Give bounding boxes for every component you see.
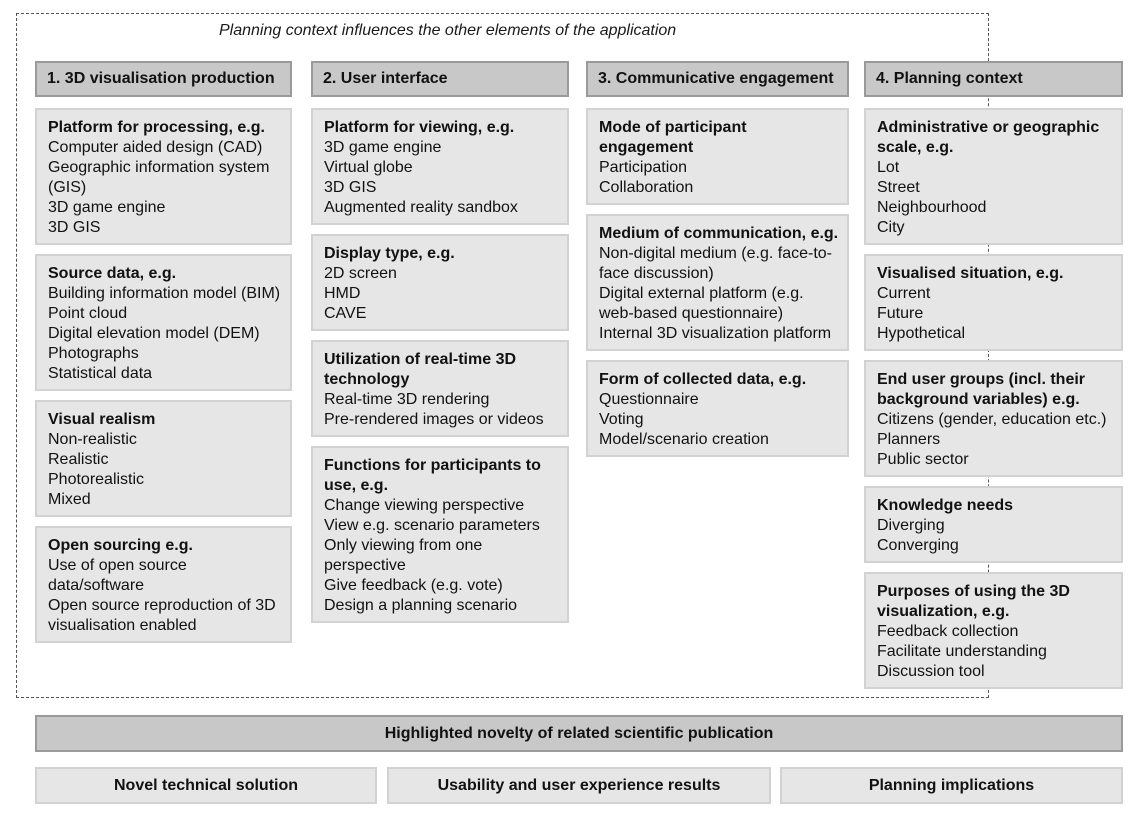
category-box [311, 340, 569, 437]
category-title: Purposes of using the 3D visualization, e.g. [877, 583, 1070, 620]
category-title: Platform for viewing, e.g. [324, 119, 515, 136]
category-item: Discussion tool [877, 663, 985, 680]
category-item: Building information model (BIM) [48, 285, 281, 302]
category-item: Non-digital medium (e.g. face-to-face discussion) [599, 245, 832, 282]
category-item: 3D GIS [48, 219, 101, 236]
category-box [311, 446, 569, 623]
category-item: Digital elevation model (DEM) [48, 325, 260, 342]
category-item: 3D GIS [324, 179, 377, 196]
category-item: Real-time 3D rendering [324, 391, 490, 408]
category-item: Give feedback (e.g. vote) [324, 577, 503, 594]
category-box [311, 108, 569, 225]
category-box [864, 254, 1123, 351]
category-item: Open source reproduction of 3D visualisation enabled [48, 597, 276, 634]
category-box [586, 360, 849, 457]
category-item: Facilitate understanding [877, 643, 1047, 660]
category-item: City [877, 219, 905, 236]
category-title: Medium of communication, e.g. [599, 225, 839, 242]
novelty-item-technical: Novel technical solution [35, 767, 377, 804]
category-item: Citizens (gender, education etc.) [877, 411, 1107, 428]
category-title: Source data, e.g. [48, 265, 177, 282]
category-item: Photographs [48, 345, 139, 362]
column-planning-context [864, 108, 1123, 698]
category-item: Planners [877, 431, 941, 448]
category-item: Statistical data [48, 365, 153, 382]
category-item: Use of open source data/software [48, 557, 187, 594]
category-box [586, 214, 849, 351]
category-item: Participation [599, 159, 688, 176]
category-item: Augmented reality sandbox [324, 199, 518, 216]
category-item: Neighbourhood [877, 199, 987, 216]
category-title: Visualised situation, e.g. [877, 265, 1064, 282]
category-item: Questionnaire [599, 391, 699, 408]
category-item: Street [877, 179, 920, 196]
category-title: Knowledge needs [877, 497, 1014, 514]
category-item: Pre-rendered images or videos [324, 411, 544, 428]
category-item: Geographic information system (GIS) [48, 159, 270, 196]
category-item: Feedback collection [877, 623, 1019, 640]
column-header-planning-context: 4. Planning context [864, 61, 1123, 97]
category-box [311, 234, 569, 331]
category-item: Public sector [877, 451, 969, 468]
category-title: Functions for participants to use, e.g. [324, 457, 541, 494]
column-communicative-engagement [586, 108, 849, 466]
novelty-header: Highlighted novelty of related scientific publication [35, 715, 1123, 752]
category-title: Administrative or geographic scale, e.g. [877, 119, 1100, 156]
category-box [35, 108, 292, 245]
category-item: Non-realistic [48, 431, 137, 448]
category-box [864, 486, 1123, 563]
category-box [35, 400, 292, 517]
column-visualisation-production [35, 108, 292, 652]
column-header-user-interface: 2. User interface [311, 61, 569, 97]
category-item: 3D game engine [324, 139, 442, 156]
category-title: Utilization of real-time 3D technology [324, 351, 517, 388]
category-item: View e.g. scenario parameters [324, 517, 540, 534]
novelty-item-usability: Usability and user experience results [387, 767, 771, 804]
category-title: Mode of participant engagement [599, 119, 747, 156]
context-note: Planning context influences the other elements of the application [219, 22, 677, 39]
novelty-item-planning: Planning implications [780, 767, 1123, 804]
category-title: End user groups (incl. their background variables) e.g. [877, 371, 1086, 408]
category-box [864, 108, 1123, 245]
category-item: Mixed [48, 491, 91, 508]
category-box [586, 108, 849, 205]
category-item: 3D game engine [48, 199, 166, 216]
category-item: Computer aided design (CAD) [48, 139, 263, 156]
category-item: Collaboration [599, 179, 694, 196]
category-item: Diverging [877, 517, 945, 534]
category-title: Visual realism [48, 411, 156, 428]
category-item: Voting [599, 411, 644, 428]
category-item: Only viewing from one perspective [324, 537, 483, 574]
category-item: Photorealistic [48, 471, 145, 488]
category-item: Model/scenario creation [599, 431, 769, 448]
category-item: Point cloud [48, 305, 128, 322]
category-item: Converging [877, 537, 959, 554]
category-item: Design a planning scenario [324, 597, 518, 614]
category-item: Future [877, 305, 924, 322]
category-item: 2D screen [324, 265, 397, 282]
column-user-interface [311, 108, 569, 632]
category-item: Change viewing perspective [324, 497, 525, 514]
category-title: Form of collected data, e.g. [599, 371, 807, 388]
category-title: Platform for processing, e.g. [48, 119, 265, 136]
column-header-communicative-engagement: 3. Communicative engagement [586, 61, 849, 97]
category-box [35, 254, 292, 391]
category-item: CAVE [324, 305, 367, 322]
category-item: Virtual globe [324, 159, 413, 176]
category-item: Realistic [48, 451, 109, 468]
column-header-visualisation-production: 1. 3D visualisation production [35, 61, 292, 97]
category-item: HMD [324, 285, 361, 302]
category-item: Current [877, 285, 931, 302]
category-title: Display type, e.g. [324, 245, 455, 262]
category-title: Open sourcing e.g. [48, 537, 193, 554]
category-item: Hypothetical [877, 325, 966, 342]
category-box [864, 572, 1123, 689]
category-item: Internal 3D visualization platform [599, 325, 832, 342]
category-item: Digital external platform (e.g. web-based questionnaire) [599, 285, 804, 322]
category-item: Lot [877, 159, 900, 176]
category-box [864, 360, 1123, 477]
category-box [35, 526, 292, 643]
